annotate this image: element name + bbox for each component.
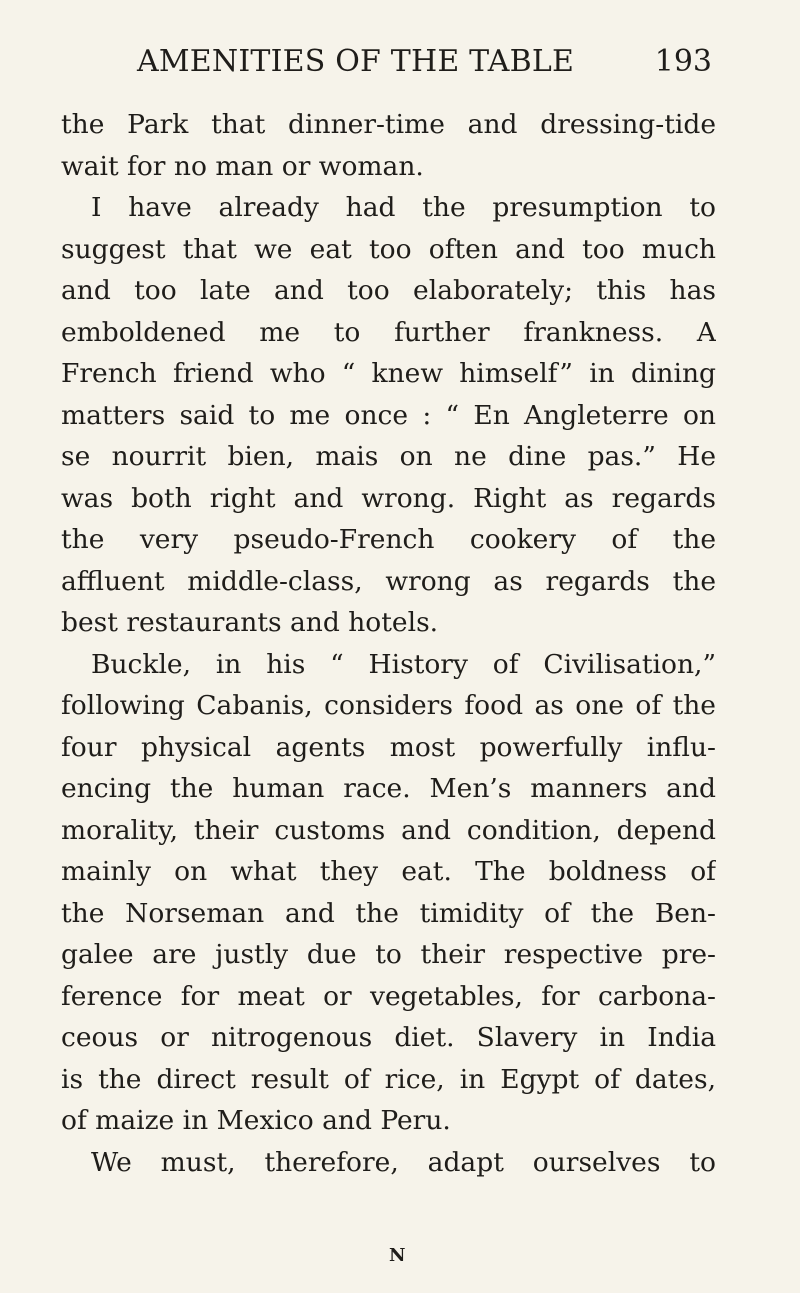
text-line: best restaurants and hotels. bbox=[61, 607, 439, 638]
text-line: ference for meat or vegetables, for carbona- bbox=[61, 980, 716, 1012]
text-line: wait for no man or woman. bbox=[61, 150, 424, 182]
text-line: suggest that we eat too often and too much bbox=[61, 233, 716, 265]
text-line: following Cabanis, considers food as one of the bbox=[61, 690, 716, 721]
text-line: the very pseudo-French cookery of the bbox=[61, 524, 716, 555]
text-line: I have already had the presumption to bbox=[91, 192, 716, 223]
text-line: morality, their customs and condition, depend bbox=[61, 814, 716, 846]
text-line: mainly on what they eat. The boldness of bbox=[61, 856, 716, 887]
body-text bbox=[61, 104, 716, 1183]
text-line: emboldened me to further frankness. A bbox=[61, 316, 716, 348]
text-line: is the direct result of rice, in Egypt of dates, bbox=[61, 1063, 716, 1095]
text-line: We must, therefore, adapt ourselves to bbox=[91, 1146, 716, 1178]
page-header bbox=[137, 44, 712, 84]
text-line: the Park that dinner-time and dressing-tide bbox=[61, 109, 716, 140]
text-line: Buckle, in his “ History of Civilisation,” bbox=[91, 648, 716, 680]
running-head: AMENITIES OF THE TABLE bbox=[137, 44, 575, 79]
text-line: and too late and too elaborately; this has bbox=[61, 275, 716, 306]
text-line: se nourrit bien, mais on ne dine pas.” He bbox=[61, 441, 716, 472]
text-line: four physical agents most powerfully influ- bbox=[61, 731, 716, 763]
text-line: ceous or nitrogenous diet. Slavery in India bbox=[61, 1022, 716, 1053]
text-line: was both right and wrong. Right as regards bbox=[61, 482, 716, 514]
text-line: the Norseman and the timidity of the Ben- bbox=[61, 897, 716, 929]
text-line: matters said to me once : “ En Angleterre on bbox=[61, 399, 716, 431]
signature-mark: N bbox=[389, 1245, 406, 1266]
text-line: of maize in Mexico and Peru. bbox=[61, 1105, 451, 1136]
text-line: French friend who “ knew himself” in dining bbox=[61, 358, 716, 389]
text-line: encing the human race. Men’s manners and bbox=[61, 773, 716, 804]
text-line: galee are justly due to their respective pre- bbox=[61, 939, 716, 970]
page-number: 193 bbox=[654, 44, 712, 79]
text-line: affluent middle-class, wrong as regards the bbox=[61, 565, 716, 597]
